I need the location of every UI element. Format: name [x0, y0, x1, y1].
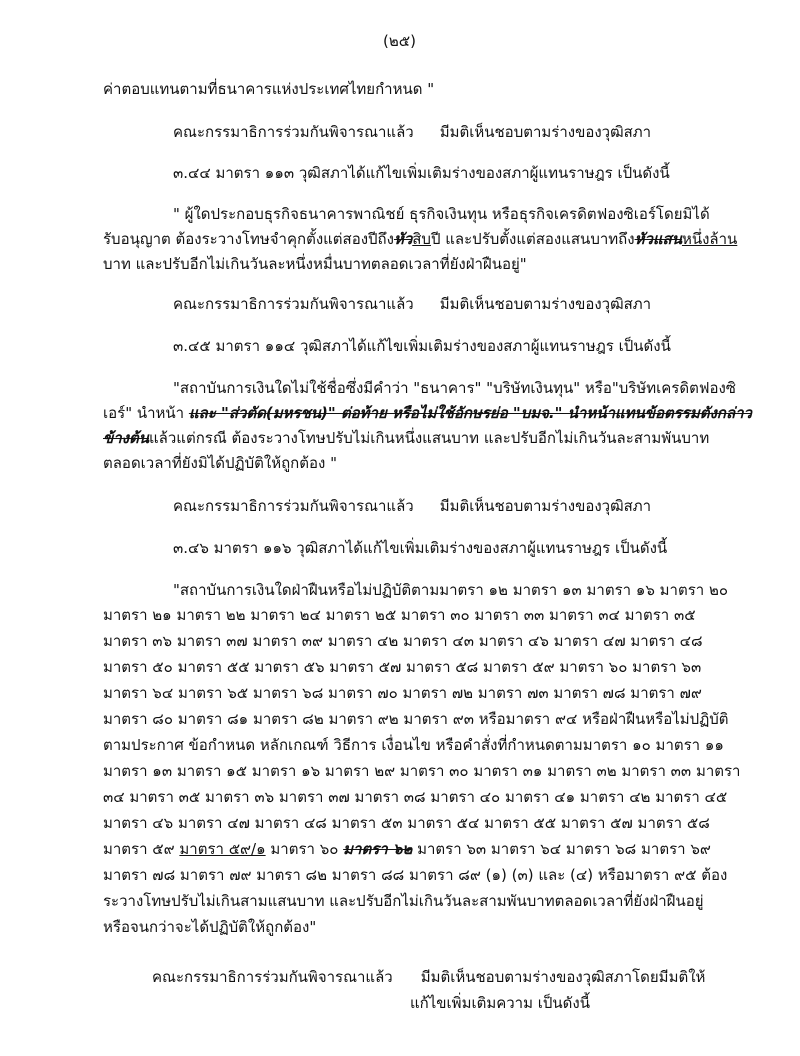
paragraph-line: "สถาบันการเงินใดไม่ใช้ชื่อซึ่งมีคำว่า "ธนาคาร" "บริษัทเงินทุน" หรือ"บริษัทเครดิตฟองซิ: [173, 379, 736, 397]
paragraph-line: ๓๔ มาตรา ๓๕ มาตรา ๓๖ มาตรา ๓๗ มาตรา ๓๘ มาตรา ๔๐ มาตรา ๔๑ มาตรา ๔๒ มาตรา ๔๕: [103, 788, 728, 806]
paragraph-line: "สถาบันการเงินใดฝ่าฝืนหรือไม่ปฏิบัติตามมาตรา ๑๒ มาตรา ๑๓ มาตรา ๑๖ มาตรา ๒๐: [173, 581, 728, 599]
struck-text: มาตรา ๖๒: [343, 840, 413, 858]
paragraph-line: มาตรา ๓๖ มาตรา ๓๗ มาตรา ๓๙ มาตรา ๔๒ มาตรา ๔๓ มาตรา ๔๖ มาตรา ๔๗ มาตรา ๔๘: [103, 632, 703, 650]
committee-label: คณะกรรมาธิการร่วมกันพิจารณาแล้ว: [173, 497, 414, 515]
inserted-text: มาตรา ๕๙/๑: [179, 840, 266, 858]
struck-text: และ "ส่วตัด(มหรชน)" ต่อท้าย หรือไม่ใช้อักษรย่อ "บมจ." นำหน้าแทนข้อตรรมตังกล่าว: [188, 404, 752, 422]
committee-resolution: [173, 293, 651, 315]
paragraph-line: ระวางโทษปรับไม่เกินสามแสนบาท และปรับอีกไม่เกินวันละสามพันบาทตลอดเวลาที่ยังฝ่าฝืนอยู่: [103, 892, 704, 910]
paragraph-line: มาตรา ๒๑ มาตรา ๒๒ มาตรา ๒๔ มาตรา ๒๕ มาตรา ๓๐ มาตรา ๓๓ มาตรา ๓๔ มาตรา ๓๕: [103, 606, 696, 624]
section-heading: ๓.๔๔ มาตรา ๑๑๓ วุฒิสภาได้แก้ไขเพิ่มเติมร่างของสภาผู้แทนราษฎร เป็นดังนี้: [173, 164, 670, 182]
paragraph-line: มาตรา ๘๐ มาตรา ๘๑ มาตรา ๘๒ มาตรา ๙๒ มาตรา ๙๓ หรือมาตรา ๙๔ หรือฝ่าฝืนหรือไม่ปฏิบัติ: [103, 710, 729, 728]
struck-text: ข้างต้น: [103, 429, 149, 447]
committee-label: คณะกรรมาธิการร่วมกันพิจารณาแล้ว: [152, 968, 393, 986]
committee-label: คณะกรรมาธิการร่วมกันพิจารณาแล้ว: [173, 123, 414, 141]
text-run: ปี และปรับตั้งแต่สองแสนบาทถึง: [430, 230, 635, 248]
resolution-text: มีมติเห็นชอบตามร่างของวุฒิสภาโดยมีมติให้: [420, 968, 706, 986]
struck-text: หัว: [393, 230, 413, 248]
text-run: มาตรา ๕๙: [103, 840, 180, 858]
section-heading: ๓.๔๖ มาตรา ๑๑๖ วุฒิสภาได้แก้ไขเพิ่มเติมร่างของสภาผู้แทนราษฎร เป็นดังนี้: [173, 539, 668, 557]
paragraph-line: หรือจนกว่าจะได้ปฏิบัติให้ถูกต้อง": [103, 918, 317, 936]
text-run: เอร์" นำหน้า: [103, 404, 189, 422]
paragraph-line: ค่าตอบแทนตามที่ธนาคารแห่งประเทศไทยกำหนด ": [103, 80, 435, 98]
paragraph-line: มาตรา ๔๖ มาตรา ๔๗ มาตรา ๔๘ มาตรา ๕๓ มาตรา ๕๔ มาตรา ๕๕ มาตรา ๕๗ มาตรา ๕๘: [103, 814, 710, 832]
paragraph-line: ตามประกาศ ข้อกำหนด หลักเกณฑ์ วิธีการ เงื่อนไข หรือคำสั่งที่กำหนดตามมาตรา ๑๐ มาตรา ๑๑: [103, 736, 724, 754]
inserted-text: หนึ่งล้าน: [681, 230, 738, 248]
paragraph-line: มาตรา ๑๓ มาตรา ๑๕ มาตรา ๑๖ มาตรา ๒๙ มาตรา ๓๐ มาตรา ๓๑ มาตรา ๓๒ มาตรา ๓๓ มาตรา: [103, 762, 741, 780]
resolution-text: มีมติเห็นชอบตามร่างของวุฒิสภา: [439, 295, 652, 313]
resolution-text: มีมติเห็นชอบตามร่างของวุฒิสภา: [439, 123, 652, 141]
text-run: แล้วแต่กรณี ต้องระวางโทษปรับไม่เกินหนึ่งแสนบาท และปรับอีกไม่เกินวันละสามพันบาท: [149, 429, 710, 447]
paragraph-line: มาตรา ๗๘ มาตรา ๗๙ มาตรา ๘๒ มาตรา ๘๘ มาตรา ๘๙ (๑) (๓) และ (๔) หรือมาตรา ๙๕ ต้อง: [103, 866, 728, 884]
paragraph-line: [103, 228, 737, 250]
inserted-text: สิบ: [412, 230, 431, 248]
paragraph-line: [103, 427, 709, 449]
committee-resolution: [173, 121, 651, 143]
paragraph-line: " ผู้ใดประกอบธุรกิจธนาคารพาณิชย์ ธุรกิจเงินทุน หรือธุรกิจเครดิตฟองซิเอร์โดยมิได้: [173, 205, 710, 223]
committee-label: คณะกรรมาธิการร่วมกันพิจารณาแล้ว: [173, 295, 414, 313]
resolution-text: มีมติเห็นชอบตามร่างของวุฒิสภา: [439, 497, 652, 515]
paragraph-line: มาตรา ๖๔ มาตรา ๖๕ มาตรา ๖๘ มาตรา ๗๐ มาตรา ๗๒ มาตรา ๗๓ มาตรา ๗๘ มาตรา ๗๙: [103, 684, 702, 702]
paragraph-line: ตลอดเวลาที่ยังมิได้ปฏิบัติให้ถูกต้อง ": [103, 454, 337, 472]
text-run: มาตรา ๖๐: [265, 840, 344, 858]
committee-resolution: [152, 966, 705, 988]
paragraph-line: [103, 402, 752, 424]
text-run: มาตรา ๖๓ มาตรา ๖๔ มาตรา ๖๘ มาตรา ๖๙: [412, 840, 711, 858]
paragraph-line: มาตรา ๕๐ มาตรา ๕๕ มาตรา ๕๖ มาตรา ๕๗ มาตรา ๕๘ มาตรา ๕๙ มาตรา ๖๐ มาตรา ๖๓: [103, 658, 702, 676]
page-number: (๒๕): [383, 32, 416, 50]
text-run: รับอนุญาต ต้องระวางโทษจำคุกตั้งแต่สองปีถึง: [103, 230, 394, 248]
section-heading: ๓.๔๕ มาตรา ๑๑๔ วุฒิสภาได้แก้ไขเพิ่มเติมร่างของสภาผู้แทนราษฎร เป็นดังนี้: [173, 337, 671, 355]
committee-resolution: [173, 495, 651, 517]
resolution-text: แก้ไขเพิ่มเติมความ เป็นดังนี้: [410, 994, 590, 1012]
paragraph-line: บาท และปรับอีกไม่เกินวันละหนึ่งหมื่นบาทตลอดเวลาที่ยังฝ่าฝืนอยู่": [103, 255, 527, 273]
paragraph-line: [103, 838, 711, 860]
struck-text: หัวแสน: [634, 230, 682, 248]
